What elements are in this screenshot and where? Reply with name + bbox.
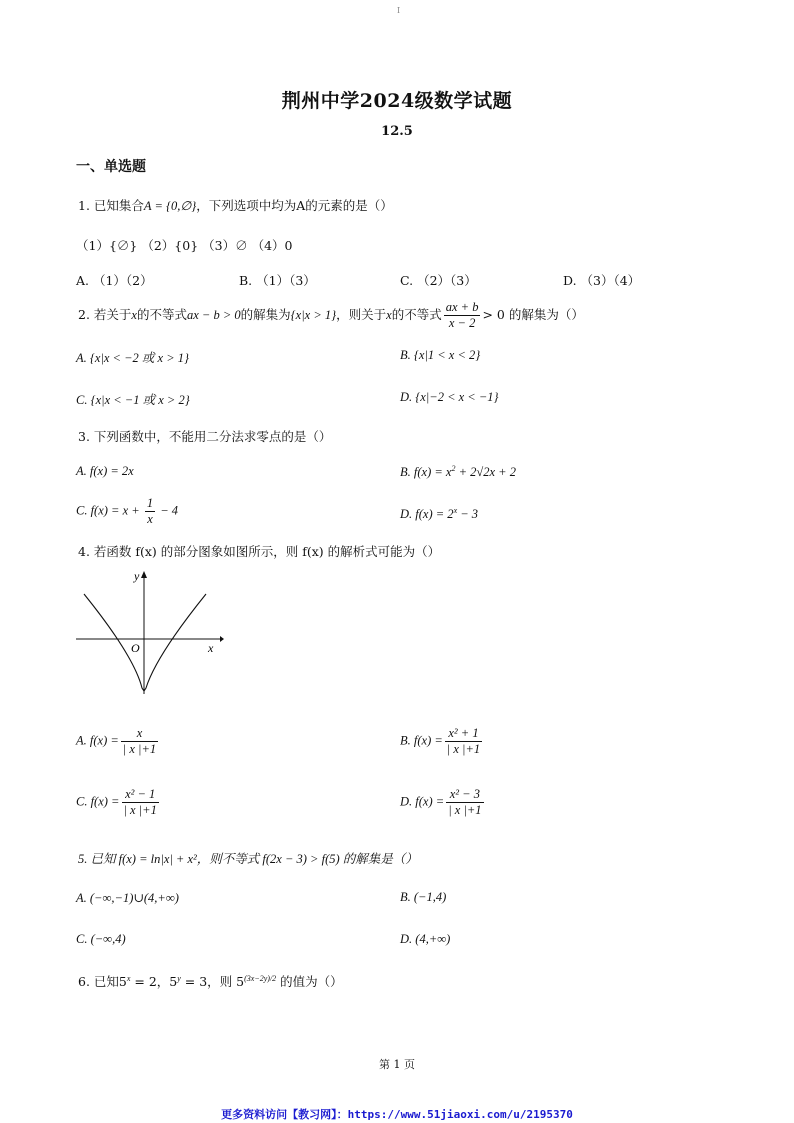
q3-option-c-denominator: x bbox=[147, 512, 153, 526]
q2-fraction-denominator: x − 2 bbox=[448, 316, 476, 330]
q4-option-d-label: D. f(x) = bbox=[400, 794, 445, 809]
q2-fraction-numerator: ax + b bbox=[445, 300, 479, 314]
q6-mid-2: = 3，则 5 bbox=[180, 974, 245, 989]
q2-option-c[interactable]: C. {x|x < −1 或 x > 2} bbox=[76, 393, 190, 407]
graph-x-label: x bbox=[208, 641, 214, 655]
q4-option-c-label: C. f(x) = bbox=[76, 794, 120, 809]
question-3-stem: 3. 下列函数中，不能用二分法求零点的是（） bbox=[78, 429, 332, 444]
question-5-stem: 5. 已知 f(x) = ln|x| + x²，则不等式 f(2x − 3) > f(5) 的解集是（） bbox=[78, 852, 418, 866]
q2-option-a[interactable]: A. {x|x < −2 或 x > 1} bbox=[76, 351, 190, 365]
q1-set-expr: A = {0,∅} bbox=[143, 199, 197, 213]
q5-option-a[interactable]: A. (−∞,−1)∪(4,+∞) bbox=[76, 891, 179, 905]
question-6-stem bbox=[78, 972, 343, 990]
q2-text-3: 的解集为 bbox=[240, 307, 291, 322]
q6-exponent-2: y bbox=[177, 973, 181, 983]
q4-option-d-denominator: | x |+1 bbox=[448, 803, 482, 817]
q4-option-b-label: B. f(x) = bbox=[400, 733, 443, 748]
q3-option-d-exponent: x bbox=[453, 506, 458, 515]
page-number: 第 1 页 bbox=[379, 1058, 415, 1071]
question-4-stem: 4. 若函数 f(x) 的部分图象如图所示，则 f(x) 的解析式可能为（） bbox=[78, 544, 441, 559]
q4-option-b[interactable] bbox=[400, 726, 484, 757]
q6-prefix: 6. 已知5 bbox=[78, 974, 127, 989]
q3-option-b-prefix: B. f(x) = x bbox=[400, 465, 452, 480]
x-axis-arrow-icon bbox=[220, 636, 224, 642]
q1-option-b[interactable]: B. （1）（3） bbox=[239, 273, 316, 288]
q2-solution-set: {x|x > 1} bbox=[290, 308, 337, 322]
top-mark: I bbox=[397, 6, 401, 15]
q2-text-2: 的不等式 bbox=[136, 307, 187, 322]
q2-inequality: ax − b > 0 bbox=[186, 308, 241, 322]
q4-option-c-fraction bbox=[122, 787, 159, 818]
q4-option-d-numerator: x² − 3 bbox=[446, 787, 483, 803]
q2-var-x-2: x bbox=[386, 308, 392, 322]
q4-option-c-numerator: x² − 1 bbox=[122, 787, 159, 803]
q4-option-b-numerator: x² + 1 bbox=[445, 726, 482, 742]
footer-link[interactable]: 更多资料访问【教习网】：https://www.51jiaoxi.com/u/2195370 bbox=[221, 1108, 573, 1121]
q2-option-d[interactable]: D. {x|−2 < x < −1} bbox=[400, 390, 499, 404]
q1-item-1: （1）{∅} bbox=[76, 238, 138, 253]
q1-stem-suffix: ，下列选项中均为A的元素的是（） bbox=[196, 198, 393, 213]
q3-option-d-prefix: D. f(x) = 2 bbox=[400, 507, 454, 522]
q4-option-a-label: A. f(x) = bbox=[76, 733, 119, 748]
graph-y-label: y bbox=[134, 569, 140, 583]
q3-option-a[interactable]: A. f(x) = 2x bbox=[76, 464, 134, 478]
section-title: 一、单选题 bbox=[76, 159, 146, 175]
q3-option-c-suffix: − 4 bbox=[157, 503, 179, 518]
q1-option-c[interactable]: C. （2）（3） bbox=[400, 273, 477, 288]
exam-date: 12.5 bbox=[381, 124, 413, 139]
q4-option-a[interactable] bbox=[76, 726, 160, 757]
q3-option-d-suffix: − 3 bbox=[457, 507, 479, 522]
q2-text-5: 的不等式 bbox=[391, 307, 442, 322]
question-2-stem bbox=[78, 300, 584, 331]
q3-option-c-numerator: 1 bbox=[146, 496, 154, 510]
q4-option-b-fraction bbox=[445, 726, 482, 757]
q5-option-d[interactable]: D. (4,+∞) bbox=[400, 932, 451, 946]
graph-origin-label: O bbox=[131, 641, 140, 655]
question-1-stem bbox=[78, 196, 393, 214]
q1-stem-prefix: 1. 已知集合 bbox=[78, 198, 144, 213]
q1-option-d[interactable]: D. （3）（4） bbox=[563, 273, 641, 288]
q1-item-2: （2）{0} bbox=[141, 238, 199, 253]
q2-option-b[interactable]: B. {x|1 < x < 2} bbox=[400, 348, 481, 362]
question-1-items bbox=[76, 236, 292, 254]
q3-option-b[interactable] bbox=[400, 464, 516, 480]
q3-option-d[interactable] bbox=[400, 506, 478, 522]
q3-option-c-fraction bbox=[145, 496, 155, 527]
q4-option-a-fraction bbox=[121, 726, 158, 757]
q3-option-b-suffix: + 2√2x + 2 bbox=[455, 465, 516, 480]
q1-option-a[interactable]: A. （1）（2） bbox=[76, 273, 153, 288]
q4-option-b-denominator: | x |+1 bbox=[446, 742, 481, 756]
q4-option-c-denominator: | x |+1 bbox=[123, 803, 157, 817]
q4-option-d[interactable] bbox=[400, 787, 486, 818]
q5-option-c[interactable]: C. (−∞,4) bbox=[76, 932, 126, 946]
q3-option-b-exponent: 2 bbox=[451, 464, 456, 473]
function-graph bbox=[74, 566, 224, 696]
q2-text-4: ，则关于 bbox=[336, 307, 387, 322]
q6-suffix: 的值为（） bbox=[276, 974, 343, 989]
q5-option-b[interactable]: B. (−1,4) bbox=[400, 890, 447, 904]
q3-option-c-prefix: C. f(x) = x + bbox=[76, 503, 143, 518]
graph-curve bbox=[84, 594, 206, 691]
y-axis-arrow-icon bbox=[141, 571, 147, 578]
q2-text-6: > 0 的解集为（） bbox=[482, 307, 584, 322]
q6-exponent-1: x bbox=[126, 973, 131, 983]
page-title: 荆州中学2024级数学试题 bbox=[281, 90, 513, 112]
q4-option-c[interactable] bbox=[76, 787, 161, 818]
q1-item-3: （3）∅ bbox=[202, 238, 248, 253]
q4-option-a-numerator: x bbox=[121, 726, 158, 742]
q2-fraction bbox=[444, 300, 481, 331]
q2-var-x: x bbox=[131, 308, 137, 322]
q6-mid-1: = 2，5 bbox=[130, 974, 178, 989]
q2-text-1: 2. 若关于 bbox=[78, 307, 132, 322]
q6-exponent-3: (3x−2y)/2 bbox=[244, 973, 277, 983]
q4-option-d-fraction bbox=[446, 787, 483, 818]
q4-option-a-denominator: | x |+1 bbox=[122, 742, 157, 756]
q1-item-4: （4）0 bbox=[251, 238, 293, 253]
q3-option-c[interactable] bbox=[76, 496, 178, 527]
